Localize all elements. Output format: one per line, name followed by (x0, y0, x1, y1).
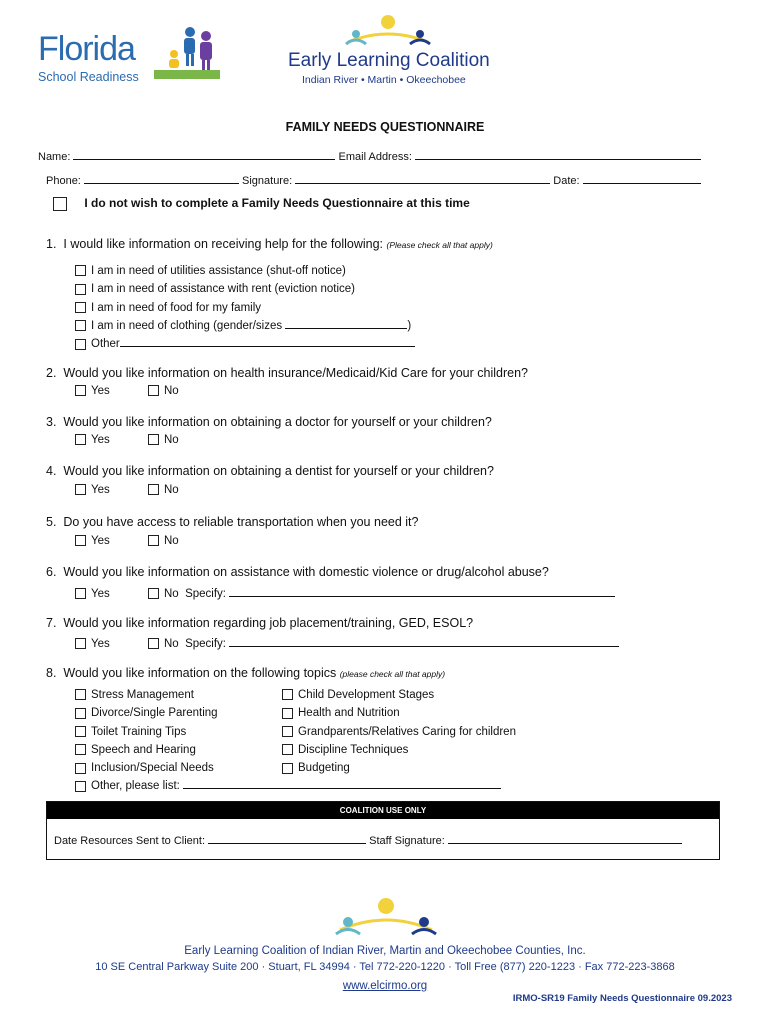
signature-label: Signature: (242, 175, 293, 187)
option-label: Grandparents/Relatives Caring for children (298, 725, 516, 738)
coalition-fields (54, 832, 682, 847)
option-label: Inclusion/Special Needs (91, 762, 214, 775)
q7-answers (75, 635, 619, 650)
checkbox[interactable] (75, 726, 86, 737)
yes-checkbox[interactable] (75, 535, 86, 546)
option-label: Stress Management (91, 689, 194, 701)
paren: ) (407, 319, 412, 332)
page-title: FAMILY NEEDS QUESTIONNAIRE (285, 120, 485, 134)
option-label: I am in need of food for my family (91, 301, 262, 314)
checkbox[interactable] (75, 689, 86, 700)
q3-answers (75, 434, 179, 446)
question-7 (46, 616, 473, 630)
other-topics-field[interactable] (183, 777, 501, 789)
option-label: Toilet Training Tips (91, 725, 187, 738)
yes-label: Yes (91, 385, 110, 397)
list-item (75, 280, 415, 298)
checkbox[interactable] (282, 763, 293, 774)
yes-label: Yes (91, 638, 110, 650)
question-number: 8. (46, 666, 57, 680)
question-8 (46, 666, 445, 680)
checkbox[interactable] (75, 265, 86, 276)
opt-out-label: I do not wish to complete a Family Needs Questionnaire at this time (84, 196, 470, 210)
question-number: 7. (46, 616, 57, 630)
question-number: 2. (46, 366, 57, 380)
list-item (75, 335, 415, 353)
specify-field[interactable] (229, 585, 615, 597)
phone-row (46, 172, 701, 187)
question-note: (Please check all that apply) (386, 240, 493, 250)
list-item (282, 723, 516, 741)
checkbox[interactable] (282, 744, 293, 755)
list-item (282, 686, 516, 704)
checkbox[interactable] (75, 339, 86, 350)
footer-sun-family-icon (316, 894, 456, 938)
question-note: (please check all that apply) (339, 669, 446, 679)
question-number: 1. (46, 237, 57, 251)
checkbox[interactable] (75, 744, 86, 755)
option-label: I am in need of utilities assistance (shut-off notice) (91, 265, 346, 277)
question-5 (46, 515, 418, 529)
yes-checkbox[interactable] (75, 434, 86, 445)
no-checkbox[interactable] (148, 385, 159, 396)
no-specify-label: No Specify: (164, 588, 226, 600)
no-checkbox[interactable] (148, 484, 159, 495)
name-field[interactable] (73, 148, 335, 160)
q4-answers (75, 484, 179, 496)
name-label: Name: (38, 151, 71, 163)
option-label: I am in need of clothing (gender/sizes (91, 319, 283, 332)
checkbox[interactable] (75, 302, 86, 313)
checkbox[interactable] (75, 284, 86, 295)
florida-school-readiness-logo (36, 30, 226, 90)
question-6 (46, 565, 549, 579)
date-sent-label: Date Resources Sent to Client: (54, 835, 206, 847)
list-item (75, 262, 415, 280)
no-checkbox[interactable] (148, 434, 159, 445)
option-label: Speech and Hearing (91, 743, 196, 756)
yes-label: Yes (91, 484, 110, 496)
question-number: 6. (46, 565, 57, 579)
question-text: Do you have access to reliable transportation when you need it? (63, 515, 419, 529)
no-checkbox[interactable] (148, 588, 159, 599)
question-text: Would you like information on assistance with domestic violence or drug/alcohol abuse? (63, 565, 549, 579)
q5-answers (75, 535, 179, 547)
list-item (75, 317, 415, 335)
no-label: No (164, 434, 179, 446)
specify-field[interactable] (229, 635, 619, 647)
website-link[interactable]: www.elcirmo.org (342, 980, 428, 992)
name-row (38, 148, 701, 163)
checkbox[interactable] (75, 708, 86, 719)
question-text: Would you like information on health insurance/Medicaid/Kid Care for your children? (63, 366, 528, 380)
yes-checkbox[interactable] (75, 588, 86, 599)
yes-label: Yes (91, 588, 110, 600)
footer-org-name: Early Learning Coalition of Indian River, Martin and Okeechobee Counties, Inc. (184, 945, 586, 957)
checkbox[interactable] (75, 320, 86, 331)
question-number: 5. (46, 515, 57, 529)
date-field[interactable] (583, 172, 701, 184)
no-specify-label: No Specify: (164, 638, 226, 650)
option-label: I am in need of assistance with rent (eviction notice) (91, 283, 355, 296)
checkbox[interactable] (282, 689, 293, 700)
coalition-use-header: COALITION USE ONLY (47, 802, 719, 819)
school-readiness-text: School Readiness (38, 70, 139, 84)
footer-website-row (0, 976, 770, 994)
question-3 (46, 415, 492, 429)
question-text: Would you like information on obtaining a dentist for yourself or your children? (63, 464, 494, 478)
no-checkbox[interactable] (148, 638, 159, 649)
form-id: IRMO-SR19 Family Needs Questionnaire 09.2023 (512, 993, 732, 1004)
question-text: Would you like information on obtaining a doctor for yourself or your children? (63, 415, 492, 429)
question-2 (46, 366, 528, 380)
list-item (75, 299, 415, 317)
children-walking-icon (154, 24, 220, 84)
yes-checkbox[interactable] (75, 484, 86, 495)
phone-field[interactable] (84, 172, 239, 184)
list-item (75, 777, 501, 795)
option-label: Discipline Techniques (298, 743, 409, 756)
elc-name: Early Learning Coalition (288, 50, 490, 71)
checkbox[interactable] (75, 781, 86, 792)
question-number: 4. (46, 464, 57, 478)
no-checkbox[interactable] (148, 535, 159, 546)
elc-logo (288, 12, 498, 92)
date-sent-field[interactable] (208, 832, 366, 844)
q2-answers (75, 385, 179, 397)
clothing-size-field[interactable] (285, 317, 407, 329)
yes-checkbox[interactable] (75, 638, 86, 649)
question-4 (46, 464, 494, 478)
question-text: Would you like information regarding job placement/training, GED, ESOL? (63, 616, 474, 630)
other-field[interactable] (120, 335, 415, 347)
question-text: Would you like information on the following topics (63, 666, 337, 680)
email-label: Email Address: (338, 151, 412, 163)
signature-field[interactable] (295, 172, 550, 184)
option-label: Budgeting (298, 762, 350, 775)
list-item (282, 759, 516, 777)
no-label: No (164, 484, 179, 496)
question-text: I would like information on receiving help for the following: (63, 237, 384, 251)
q6-answers (75, 585, 615, 600)
q8-right-options (282, 686, 516, 777)
option-label: Other, please list: (91, 780, 180, 793)
yes-label: Yes (91, 535, 110, 547)
florida-logo-text: Florida (38, 30, 135, 68)
phone-label: Phone: (46, 175, 81, 187)
sun-family-icon (328, 12, 448, 48)
yes-checkbox[interactable] (75, 385, 86, 396)
staff-signature-label: Staff Signature: (369, 835, 445, 847)
list-item (282, 741, 516, 759)
option-label: Divorce/Single Parenting (91, 707, 218, 720)
date-label: Date: (553, 175, 580, 187)
footer-address: 10 SE Central Parkway Suite 200 · Stuart, FL 34994 · Tel 772-220-1220 · Toll Free (877) 220-1223 · Fax 772-223-3868 (95, 961, 675, 973)
option-label: Child Development Stages (298, 689, 435, 701)
email-field[interactable] (415, 148, 701, 160)
yes-label: Yes (91, 434, 110, 446)
checkbox[interactable] (282, 726, 293, 737)
opt-out-checkbox[interactable] (53, 197, 67, 211)
q1-options (75, 262, 415, 353)
option-label: Health and Nutrition (298, 707, 400, 720)
list-item (282, 704, 516, 722)
option-label: Other (91, 338, 120, 351)
opt-out-row (53, 196, 470, 211)
question-1 (46, 237, 493, 251)
no-label: No (164, 535, 179, 547)
staff-signature-field[interactable] (448, 832, 682, 844)
coalition-use-box (46, 801, 720, 860)
checkbox[interactable] (282, 708, 293, 719)
elc-counties: Indian River • Martin • Okeechobee (302, 74, 466, 86)
no-label: No (164, 385, 179, 397)
question-number: 3. (46, 415, 57, 429)
checkbox[interactable] (75, 763, 86, 774)
